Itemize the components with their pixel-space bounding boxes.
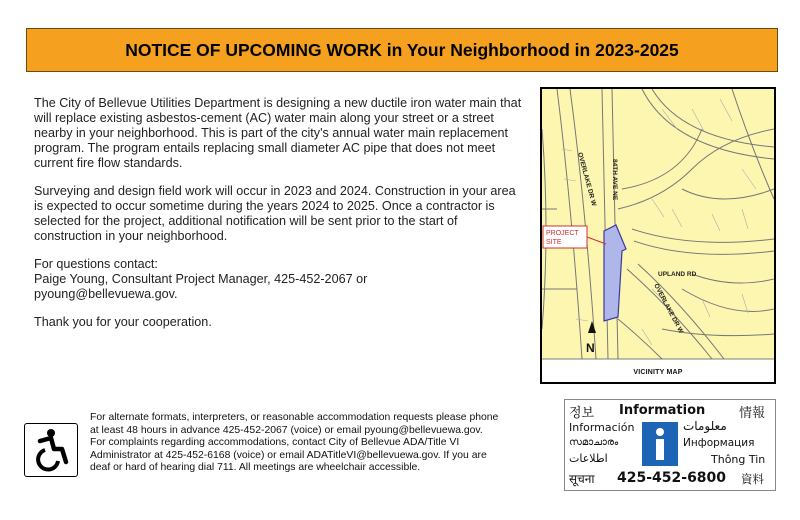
contact-block xyxy=(34,257,526,302)
accessibility-line-3: For complaints regarding accommodations, contact City of Bellevue ADA/Title VI xyxy=(90,437,460,449)
notice-title: NOTICE OF UPCOMING WORK in Your Neighborhood in 2023-2025 xyxy=(125,39,679,60)
info-japanese: 資料 xyxy=(741,472,764,486)
contact-heading: For questions contact: xyxy=(34,257,158,271)
info-russian: Информация xyxy=(683,437,755,449)
info-arabic: معلومات xyxy=(683,419,727,433)
multilingual-info-box xyxy=(564,399,776,491)
street-label-overlake-2: OVERLAKE DR W xyxy=(652,282,685,335)
info-korean: 정보 xyxy=(569,406,595,421)
contact-line-2: pyoung@bellevuewa.gov. xyxy=(34,287,178,301)
map-caption: VICINITY MAP xyxy=(633,369,683,376)
map-graphic xyxy=(542,89,774,382)
info-spanish: Información xyxy=(569,421,635,434)
accessibility-line-1: For alternate formats, interpreters, or reasonable accommodation requests please phone xyxy=(90,412,499,423)
vicinity-map xyxy=(540,87,776,384)
info-malayalam: സമാചാരം xyxy=(569,437,619,448)
information-i-icon xyxy=(642,422,678,466)
info-phone: 425-452-6800 xyxy=(617,470,727,486)
info-persian: اطلاعات xyxy=(569,452,608,465)
paragraph-schedule: Surveying and design field work will occur in 2023 and 2024. Construction in your area is expected to occur sometime during the years 2024 to 2025. Once a contractor is selected for the project, additional notification will be sent prior to the start of construction in your neighborhood. xyxy=(34,184,516,243)
accessibility-line-2: at least 48 hours in advance 425-452-2067 (voice) or email pyoung@bellevuewa.gov. xyxy=(90,424,483,436)
accessibility-notice xyxy=(90,412,558,475)
street-label-overlake-1: OVERLAKE DR W xyxy=(576,151,598,207)
info-chinese: 情報 xyxy=(739,406,766,421)
paragraph-project-description: The City of Bellevue Utilities Department is designing a new ductile iron water main that will replace existing asbestos-cement (AC) water main along your street or a street nearby in your neighborhood. This is part of the city's annual water main replacement program. The program entails replacing small diameter AC pipe that does not meet current fire flow standards. xyxy=(34,96,522,170)
info-english: Information xyxy=(619,403,706,418)
map-land xyxy=(542,89,774,359)
notice-body xyxy=(34,96,526,343)
info-hindi: सूचना xyxy=(569,472,595,486)
info-vietnamese: Thông Tin xyxy=(711,453,766,466)
project-label-line-2: SITE xyxy=(546,239,562,246)
contact-line-1: Paige Young, Consultant Project Manager, 425-452-2067 or xyxy=(34,272,368,286)
north-label: N xyxy=(586,341,595,355)
thank-you-text: Thank you for your cooperation. xyxy=(34,315,212,329)
accessibility-line-5: deaf or hard of hearing dial 711. All meetings are wheelchair accessible. xyxy=(90,462,421,474)
accessible-wheelchair-icon xyxy=(24,423,78,477)
project-label-line-1: PROJECT xyxy=(546,230,579,237)
street-label-upland: UPLAND RD xyxy=(658,271,697,278)
notice-banner xyxy=(26,28,778,72)
accessibility-line-4: Administrator at 425-452-6168 (voice) or email ADATitleVI@bellevuewa.gov. If you are xyxy=(90,449,487,461)
street-label-84th: 84TH AVE NE xyxy=(611,159,618,201)
